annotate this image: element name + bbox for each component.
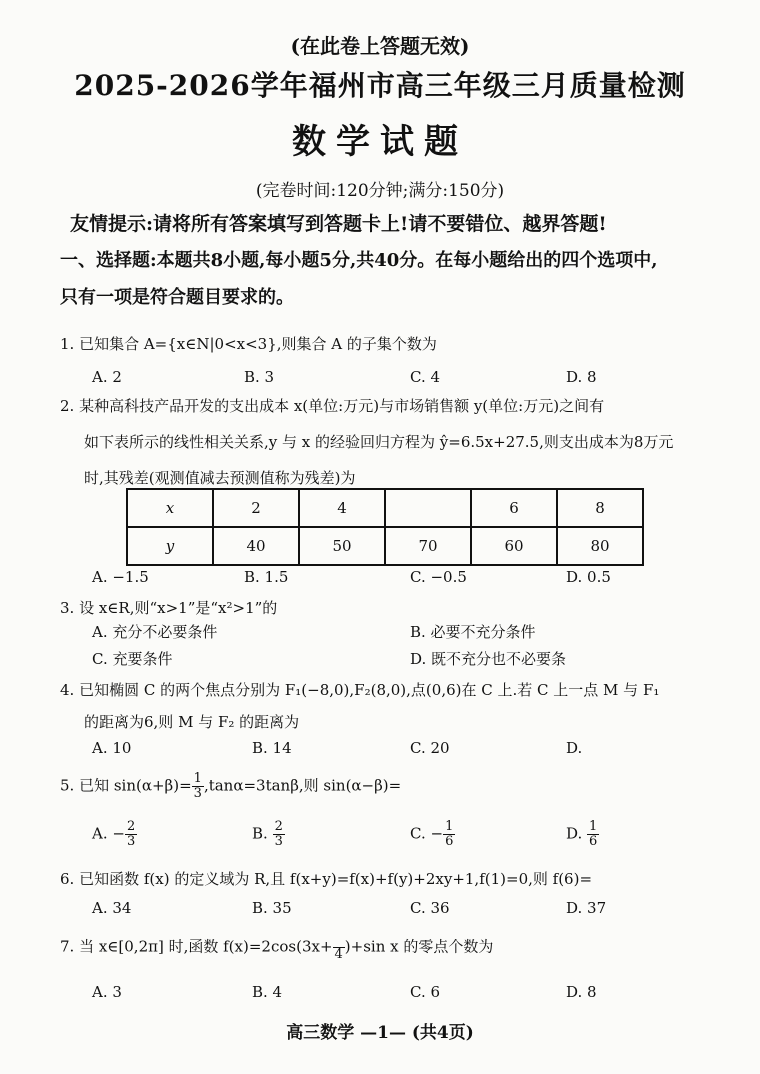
q6-option-c: C. 36	[410, 899, 450, 917]
subject-title: 数学试题	[292, 122, 468, 162]
q2-option-b: B. 1.5	[244, 568, 289, 586]
table-cell: 6	[471, 489, 557, 527]
q2-option-d: D. 0.5	[566, 568, 611, 586]
table-cell: 8	[557, 489, 643, 527]
q4-option-b: B. 14	[252, 739, 292, 757]
table-cell: 60	[471, 527, 557, 565]
q1-option-c: C. 4	[410, 368, 441, 386]
table-row	[127, 489, 643, 527]
q6-option-a: A. 34	[92, 899, 132, 917]
q3-option-d: D. 既不充分也不必要条	[410, 650, 567, 668]
q6-option-d: D. 37	[566, 899, 607, 917]
q4-option-d: D.	[566, 739, 583, 757]
q7-option-d: D. 8	[566, 983, 597, 1001]
q2-option-a: A. −1.5	[92, 568, 149, 586]
table-cell: 50	[299, 527, 385, 565]
q1-option-b: B. 3	[244, 368, 275, 386]
q7-option-c: C. 6	[410, 983, 441, 1001]
question-1: 1. 已知集合 A={x∈N|0<x<3},则集合 A 的子集个数为	[60, 335, 437, 353]
notice: (在此卷上答题无效)	[290, 34, 470, 58]
q2-option-c: C. −0.5	[410, 568, 467, 586]
question-5: 5. 已知 sin(α+β)= $\frac{1}{3}$ ,tanα=3tanβ,则 sin(α−β)=	[60, 771, 402, 801]
q7-option-a: A. 3	[92, 983, 122, 1001]
question-2-line3: 时,其残差(观测值减去预测值称为残差)为	[84, 469, 356, 487]
question-2-line1: 2. 某种高科技产品开发的支出成本 x(单位:万元)与市场销售额 y(单位:万元)之间有	[60, 397, 605, 415]
fraction: 4	[333, 933, 345, 962]
q3-option-b: B. 必要不充分条件	[410, 623, 536, 641]
q1-option-d: D. 8	[566, 368, 597, 386]
exam-title: 2025-2026学年福州市高三年级三月质量检测	[74, 69, 686, 102]
table-row	[127, 527, 643, 565]
q5-option-b: B. $\frac{2}{3}$	[252, 819, 283, 849]
question-7: 7. 当 x∈[0,2π] 时,函数 f(x)=2cos(3x+ 4 )+sin x 的零点个数为	[60, 933, 493, 962]
q5-option-a: A. − $\frac{2}{3}$	[92, 819, 136, 849]
q3-option-c: C. 充要条件	[92, 650, 173, 668]
q6-option-b: B. 35	[252, 899, 292, 917]
table-cell: 4	[299, 489, 385, 527]
q7-option-b: B. 4	[252, 983, 283, 1001]
table-cell: 80	[557, 527, 643, 565]
friendly-tip: 友情提示:请将所有答案填写到答题卡上!请不要错位、越界答题!	[70, 213, 607, 235]
question-4-line1: 4. 已知椭圆 C 的两个焦点分别为 F₁(−8,0),F₂(8,0),点(0,6)在 C 上.若 C 上一点 M 与 F₁	[60, 681, 660, 699]
data-table	[126, 488, 644, 566]
q5-option-c: C. − $\frac{1}{6}$	[410, 819, 454, 849]
question-6: 6. 已知函数 f(x) 的定义域为 R,且 f(x+y)=f(x)+f(y)+2xy+1,f(1)=0,则 f(6)=	[60, 870, 593, 888]
q3-option-a: A. 充分不必要条件	[92, 623, 218, 641]
page-footer: 高三数学 —1— (共4页)	[286, 1023, 474, 1043]
fraction: $\frac{1}{3}$	[193, 771, 202, 801]
table-cell	[385, 489, 471, 527]
question-4-line2: 的距离为6,则 M 与 F₂ 的距离为	[84, 713, 300, 731]
section-heading-line2: 只有一项是符合题目要求的。	[60, 287, 294, 308]
question-3: 3. 设 x∈R,则“x>1”是“x²>1”的	[60, 599, 278, 617]
table-cell: 70	[385, 527, 471, 565]
q4-option-c: C. 20	[410, 739, 450, 757]
section-heading-line1: 一、选择题:本题共8小题,每小题5分,共40分。在每小题给出的四个选项中,	[60, 250, 658, 271]
q5-option-d: D. $\frac{1}{6}$	[566, 819, 598, 849]
q1-option-a: A. 2	[92, 368, 122, 386]
table-cell: 2	[213, 489, 299, 527]
table-cell: x	[127, 489, 213, 527]
question-2-line2: 如下表所示的线性相关关系,y 与 x 的经验回归方程为 ŷ=6.5x+27.5,则支出成本为8万元	[84, 433, 674, 451]
table-cell: 40	[213, 527, 299, 565]
q4-option-a: A. 10	[92, 739, 132, 757]
time-score: (完卷时间:120分钟;满分:150分)	[255, 181, 505, 201]
table-cell: y	[127, 527, 213, 565]
